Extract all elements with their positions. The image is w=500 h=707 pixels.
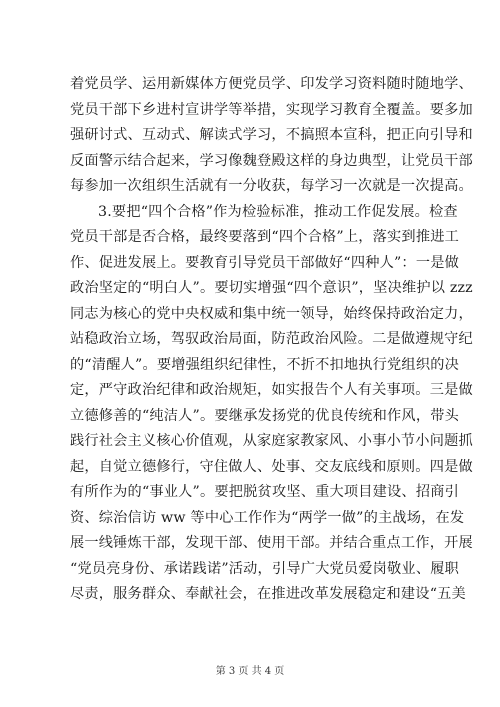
text-line: 资、综治信访 ww 等中心工作作为“两学一做”的主战场，在发: [70, 509, 465, 526]
text-line: 党员干部是否合格，最终要落到“四个合格”上，落实到推进工: [70, 229, 459, 245]
text-line: 强研讨式、互动式、解读式学习，不搞照本宣科，把正向引导和: [70, 127, 473, 143]
text-line: 同志为核心的党中央权威和集中统一领导，始终保持政治定力，: [70, 305, 473, 322]
text-line: 站稳政治立场，驾驭政治局面，防范政治风险。二是做遵规守纪: [70, 331, 473, 347]
text-line: 有所作为的“事业人”。要把脱贫攻坚、重大项目建设、招商引: [70, 484, 459, 500]
text-line: 展一线锤炼干部，发现干部、使用干部。并结合重点工作，开展: [70, 535, 473, 551]
text-line: 作、促进发展上。要教育引导党员干部做好“四种人”：一是做: [70, 254, 459, 271]
text-line: 的“清醒人”。要增强组织纪律性，不折不扣地执行党组织的决: [70, 356, 459, 373]
text-line: 政治坚定的“明白人”。要切实增强“四个意识”，坚决维护以 zzz: [70, 280, 473, 296]
text-line: 践行社会主义核心价值观，从家庭家教家风、小事小节小问题抓: [70, 433, 473, 449]
text-line: “党员亮身份、承诺践诺”活动，引导广大党员爱岗敬业、履职: [70, 560, 459, 577]
text-line: 党员干部下乡进村宣讲学等举措，实现学习教育全覆盖。要多加: [70, 101, 473, 118]
text-line: 起，自觉立德修行，守住做人、处事、交友底线和原则。四是做: [70, 458, 473, 475]
text-line: 尽责，服务群众、奉献社会，在推进改革发展稳定和建设“五美: [70, 586, 466, 602]
text-line: 立德修善的“纯洁人”。要继承发扬党的优良传统和作风，带头: [70, 407, 459, 424]
body-text: [70, 72, 473, 608]
section-heading-line: 3.要把“四个合格”作为检验标准，推动工作促发展。检查: [98, 203, 458, 220]
text-line: 着党员学、运用新媒体方便党员学、印发学习资料随时随地学、: [70, 76, 473, 92]
text-line: 反面警示结合起来，学习像魏登殿这样的身边典型，让党员干部: [70, 152, 473, 169]
page-number-footer: 第 3 页 共 4 页: [215, 666, 285, 677]
text-line: 定，严守政治纪律和政治规矩，如实报告个人有关事项。三是做: [70, 382, 473, 398]
text-line: 每参加一次组织生活就有一分收获，每学习一次就是一次提高。: [70, 178, 473, 194]
